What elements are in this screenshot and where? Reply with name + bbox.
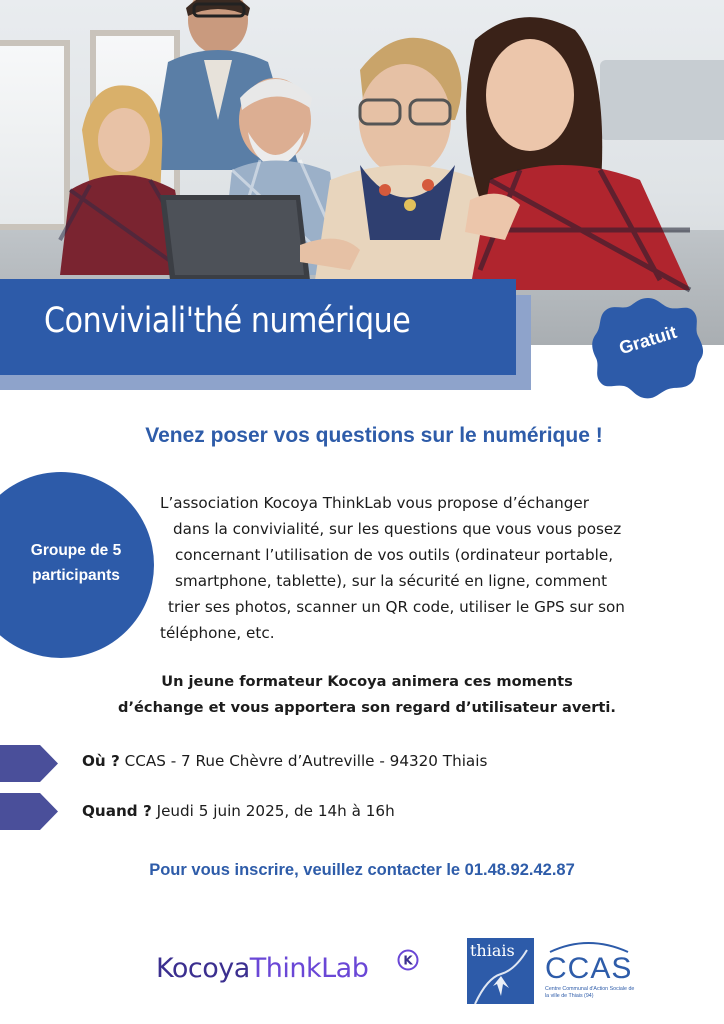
description-paragraph — [160, 490, 700, 646]
date-label: Quand ? — [82, 802, 152, 820]
trainer-line: d’échange et vous apportera son regard d’utilisateur averti. — [118, 699, 616, 716]
date-info — [82, 802, 395, 820]
kocoya-logo — [156, 953, 368, 984]
thiais-logo — [467, 938, 534, 1004]
kocoya-logo-part1: Kocoya — [156, 953, 250, 984]
chevron-arrow-icon — [0, 793, 58, 830]
ccas-subtitle: Centre Communal d'Action Sociale de la ville de Thiais (94) — [545, 986, 635, 999]
contact-line: Pour vous inscrire, veuillez contacter le 01.48.92.42.87 — [149, 861, 575, 879]
description-line: smartphone, tablette), sur la sécurité en ligne, comment — [175, 572, 608, 590]
kocoya-mark-icon — [397, 949, 419, 971]
location-info — [82, 752, 487, 770]
description-line: dans la convivialité, sur les questions que vous vous posez — [173, 520, 622, 538]
kocoya-mark-letter: K — [403, 953, 413, 968]
trainer-note — [0, 669, 724, 721]
group-size-line1: Groupe de 5 — [30, 542, 122, 559]
date-value: Jeudi 5 juin 2025, de 14h à 16h — [151, 802, 395, 820]
ccas-logo: CCAS — [545, 952, 633, 985]
description-line: trier ses photos, scanner un QR code, utiliser le GPS sur son — [168, 598, 625, 616]
location-label: Où ? — [82, 752, 120, 770]
group-size-line2: participants — [32, 567, 120, 584]
description-line: L’association Kocoya ThinkLab vous propose d’échanger — [160, 494, 590, 512]
trainer-line: Un jeune formateur Kocoya animera ces moments — [161, 673, 573, 690]
page-title: Conviviali'thé numérique — [44, 301, 411, 341]
location-value: CCAS - 7 Rue Chèvre d’Autreville - 94320 Thiais — [119, 752, 488, 770]
thiais-word: thiais — [470, 941, 515, 960]
group-size-text — [10, 538, 142, 588]
chevron-arrow-icon — [0, 745, 58, 782]
description-line: concernant l’utilisation de vos outils (ordinateur portable, — [175, 546, 614, 564]
free-badge: Gratuit — [616, 321, 679, 359]
headline: Venez poser vos questions sur le numérique ! — [145, 424, 603, 447]
kocoya-logo-part2: ThinkLab — [249, 953, 369, 984]
description-line: téléphone, etc. — [160, 624, 275, 642]
